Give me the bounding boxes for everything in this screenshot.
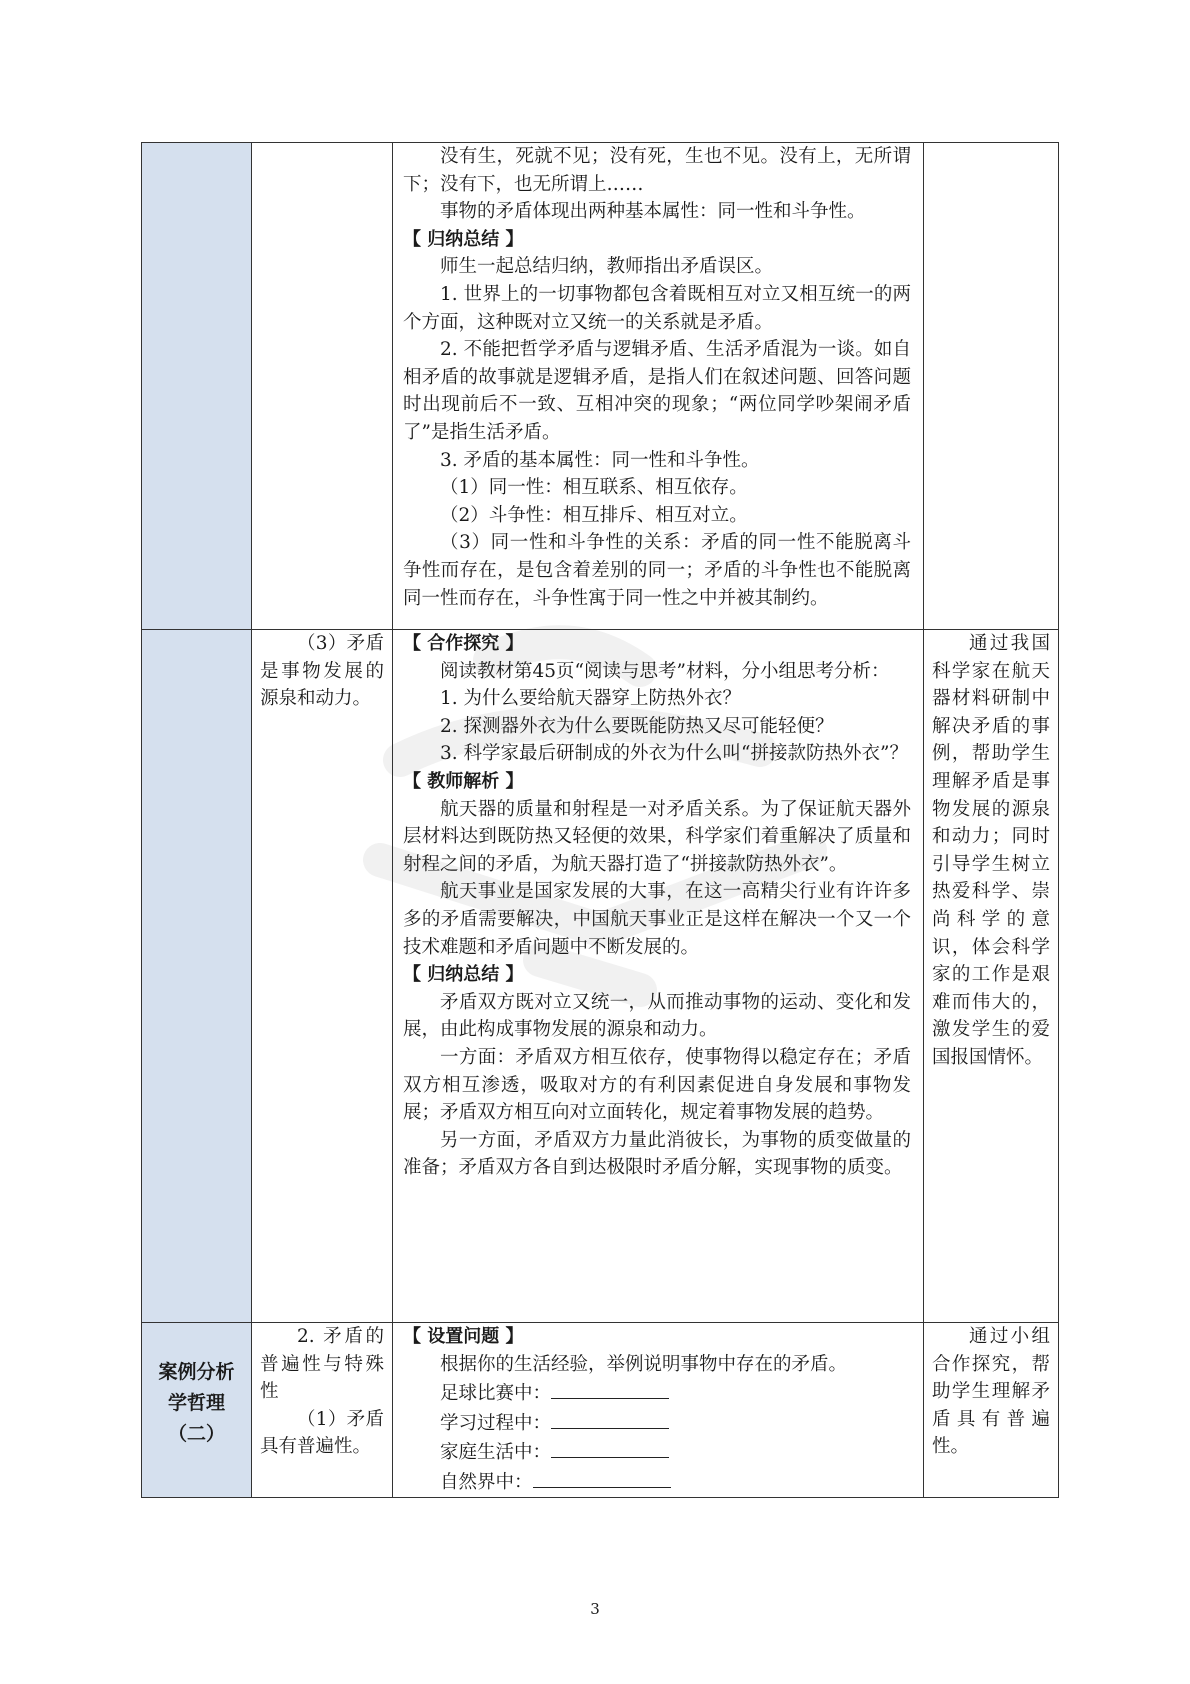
topic-cell xyxy=(252,143,393,630)
intent-cell xyxy=(924,143,1059,630)
fill-label: 足球比赛中： xyxy=(440,1383,552,1405)
paragraph: 2. 探测器外衣为什么要既能防热又尽可能轻便？ xyxy=(440,715,834,737)
section-cell xyxy=(142,1323,252,1498)
paragraph: 没有生，死就不见；没有死，生也不见。没有上，无所谓下；没有下，也无所谓上…… xyxy=(403,146,911,195)
paragraph: 1. 为什么要给航天器穿上防热外衣？ xyxy=(440,688,742,710)
paragraph: 另一方面，矛盾双方力量此消彼长，为事物的质变做量的准备；矛盾双方各自到达极限时矛盾分解，实现事物的质变。 xyxy=(403,1129,911,1179)
intent-text: 通过小组合作探究，帮助学生理解矛盾具有普遍性。 xyxy=(932,1326,1050,1458)
table-row xyxy=(142,1323,1059,1498)
page-number: 3 xyxy=(590,1600,600,1618)
section-title: （二） xyxy=(167,1423,225,1445)
paragraph: 矛盾双方既对立又统一，从而推动事物的运动、变化和发展，由此构成事物发展的源泉和动力。 xyxy=(403,991,911,1041)
blank-field[interactable] xyxy=(551,1437,669,1458)
section-heading: 【 归纳总结 】 xyxy=(403,964,524,986)
content-cell xyxy=(393,630,924,1323)
blank-field[interactable] xyxy=(551,1408,669,1429)
paragraph: （3）同一性和斗争性的关系：矛盾的同一性不能脱离斗争性而存在，是包含着差别的同一；矛盾的斗争性也不能脱离同一性而存在，斗争性寓于同一性之中并被其制约。 xyxy=(403,532,911,609)
intent-cell xyxy=(924,630,1059,1323)
table-row xyxy=(142,630,1059,1323)
section-title: 案例分析 xyxy=(158,1361,235,1383)
blank-field[interactable] xyxy=(533,1467,671,1488)
paragraph: 阅读教材第45页“阅读与思考”材料，分小组思考分析： xyxy=(440,660,890,682)
lesson-plan-table xyxy=(141,142,1059,1498)
fill-label: 自然界中： xyxy=(440,1471,533,1493)
paragraph: （1）同一性：相互联系、相互依存。 xyxy=(440,477,748,499)
paragraph: 事物的矛盾体现出两种基本属性：同一性和斗争性。 xyxy=(440,201,866,223)
paragraph: 3. 科学家最后研制成的外衣为什么叫“拼接款防热外衣”？ xyxy=(440,743,908,765)
paragraph: 3. 矛盾的基本属性：同一性和斗争性。 xyxy=(440,449,760,471)
fill-line xyxy=(403,1437,911,1467)
topic-cell xyxy=(252,1323,393,1498)
table-row xyxy=(142,143,1059,630)
topic-text: （1）矛盾具有普遍性。 xyxy=(260,1408,384,1458)
section-heading: 【 合作探究 】 xyxy=(403,633,524,654)
section-title: 学哲理 xyxy=(167,1392,225,1414)
fill-line xyxy=(403,1408,911,1438)
paragraph: 师生一起总结归纳，教师指出矛盾误区。 xyxy=(440,256,774,278)
paragraph: 航天事业是国家发展的大事，在这一高精尖行业有许许多多的矛盾需要解决，中国航天事业正是这样在解决一个又一个技术难题和矛盾问题中不断发展的。 xyxy=(403,881,911,958)
blank-field[interactable] xyxy=(551,1378,669,1399)
section-heading: 【 归纳总结 】 xyxy=(403,228,524,250)
section-heading: 【 教师解析 】 xyxy=(403,770,524,792)
paragraph: 航天器的质量和射程是一对矛盾关系。为了保证航天器外层材料达到既防热又轻便的效果，科学家们着重解决了质量和射程之间的矛盾，为航天器打造了“拼接款防热外衣”。 xyxy=(403,798,911,875)
section-heading: 【 设置问题 】 xyxy=(403,1326,524,1347)
fill-label: 学习过程中： xyxy=(440,1412,552,1434)
intent-cell xyxy=(924,1323,1059,1498)
paragraph: 2. 不能把哲学矛盾与逻辑矛盾、生活矛盾混为一谈。如自相矛盾的故事就是逻辑矛盾，是指人们在叙述问题、回答问题时出现前后不一致、互相冲突的现象；“两位同学吵架闹矛盾了”是指生活矛盾。 xyxy=(403,339,911,443)
section-cell xyxy=(142,630,252,1323)
fill-line xyxy=(403,1378,911,1408)
paragraph: 一方面：矛盾双方相互依存，使事物得以稳定存在；矛盾双方相互渗透，吸取对方的有利因素促进自身发展和事物发展；矛盾双方相互向对立面转化，规定着事物发展的趋势。 xyxy=(403,1046,911,1124)
content-cell xyxy=(393,1323,924,1498)
intent-text: 通过我国科学家在航天器材料研制中解决矛盾的事例，帮助学生理解矛盾是事物发展的源泉和动力；同时引导学生树立热爱科学、崇尚科学的意识，体会科学家的工作是艰难而伟大的，激发学生的爱国报国情怀。 xyxy=(932,633,1050,1068)
content-cell xyxy=(393,143,924,630)
section-cell xyxy=(142,143,252,630)
topic-cell xyxy=(252,630,393,1323)
paragraph: 根据你的生活经验，举例说明事物中存在的矛盾。 xyxy=(440,1353,848,1375)
topic-text: （3）矛盾是事物发展的源泉和动力。 xyxy=(260,633,384,710)
fill-line xyxy=(403,1467,911,1497)
topic-text: 2. 矛盾的普遍性与特殊性 xyxy=(260,1326,384,1403)
paragraph: 1. 世界上的一切事物都包含着既相互对立又相互统一的两个方面，这种既对立又统一的关系就是矛盾。 xyxy=(403,283,911,333)
paragraph: （2）斗争性：相互排斥、相互对立。 xyxy=(440,504,748,526)
fill-label: 家庭生活中： xyxy=(440,1442,552,1464)
